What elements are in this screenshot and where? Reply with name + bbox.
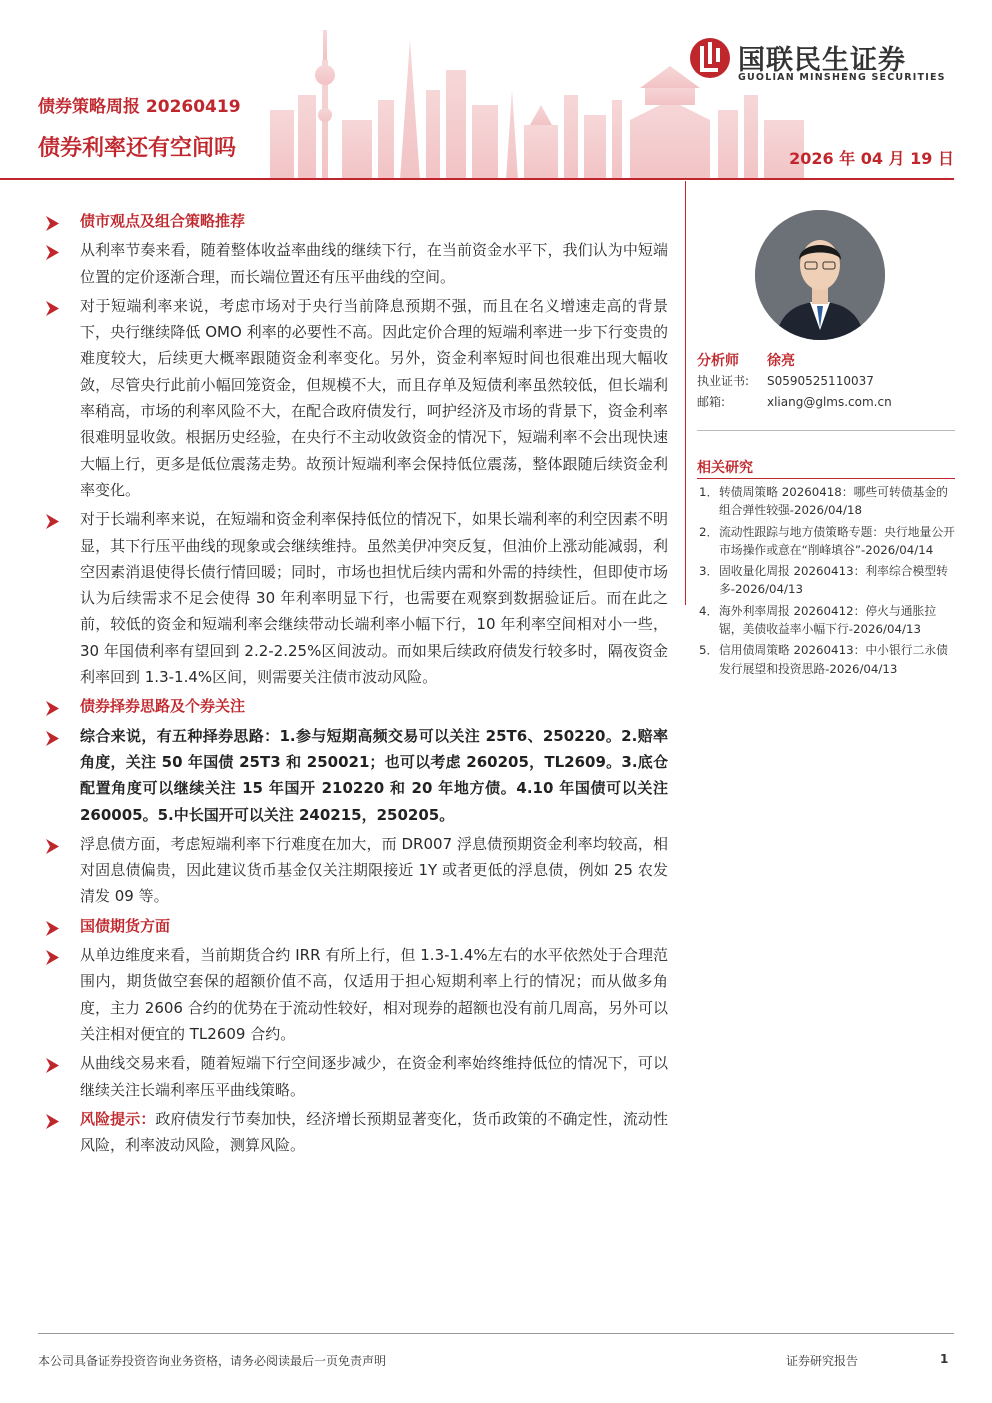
related-research-list [697, 483, 955, 681]
report-main-title: 债券利率还有空间吗 [38, 136, 237, 161]
related-item-title: 固收量化周报 20260413：利率综合模型转多-2026/04/13 [719, 564, 948, 597]
footer-report-type: 证券研究报告 [786, 1354, 859, 1368]
bullet-arrow-icon [46, 213, 59, 228]
bullet-arrow-icon [46, 242, 59, 257]
brand-logo-icon [688, 36, 732, 80]
related-research-item[interactable] [697, 562, 955, 599]
paragraph-text: 从曲线交易来看，随着短端下行空间逐步减少，在资金利率始终维持低位的情况下，可以继续关注长端利率压平曲线策略。 [80, 1054, 668, 1099]
bullet-arrow-icon [46, 836, 59, 851]
paragraph-text: 债券择券思路及个券关注 [80, 697, 246, 716]
related-research-item[interactable] [697, 483, 955, 520]
analyst-cert-row [697, 370, 957, 391]
bullet-arrow-icon [46, 1111, 59, 1126]
related-research-title: 相关研究 [697, 460, 753, 476]
bullet-paragraph [46, 1106, 668, 1159]
paragraph-text: 浮息债方面，考虑短端利率下行难度在加大，而 DR007 浮息债预期资金利率均较高，相对固息债偏贵，因此建议货币基金仅关注期限接近 1Y 或者更低的浮息债，例如 25 农发清发 09 等。 [80, 834, 668, 906]
paragraph-text: 政府债发行节奏加快，经济增长预期显著变化，货币政策的不确定性，流动性风险，利率波动风险，测算风险。 [80, 1109, 668, 1155]
report-date: 2026 年 04 月 19 日 [789, 149, 954, 168]
column-divider [685, 181, 686, 605]
related-research-divider [697, 478, 955, 479]
related-item-number: 4． [699, 603, 719, 618]
bullet-paragraph [46, 293, 668, 503]
risk-label: 风险提示： [80, 1109, 156, 1128]
bullet-arrow-icon [46, 298, 59, 313]
related-research-item[interactable] [697, 641, 955, 678]
analyst-name: 徐亮 [767, 353, 795, 369]
brand-name-en: GUOLIAN MINSHENG SECURITIES [738, 72, 946, 83]
bullet-paragraph [46, 237, 668, 290]
page-number: 1 [940, 1352, 949, 1366]
section-heading [46, 208, 668, 234]
analyst-email[interactable]: xliang@glms.com.cn [767, 394, 892, 409]
paragraph-text: 综合来说，有五种择券思路：1.参与短期高频交易可以关注 25T6、250220。2.赔率角度，关注 50 年国债 25T3 和 250021；也可以考虑 260205，TL2609。3.底仓配置角度可以继续关注 15 年国开 210220 和 20 年地方债。4.10 年国债可以关注 260005。5.中长国开可以关注 240215，250205。 [80, 726, 668, 824]
bullet-arrow-icon [46, 947, 59, 962]
analyst-email-row [697, 391, 957, 412]
analyst-divider [697, 430, 955, 431]
analyst-name-row [697, 350, 957, 370]
paragraph-text: 从利率节奏来看，随着整体收益率曲线的继续下行，在当前资金水平下，我们认为中短端位置的定价逐渐合理，而长端位置还有压平曲线的空间。 [80, 241, 668, 286]
brand-logo [688, 36, 958, 90]
page-header [0, 0, 992, 180]
cert-number: S0590525110037 [767, 373, 874, 388]
bullet-arrow-icon [46, 918, 59, 933]
related-item-number: 1． [699, 485, 719, 499]
related-research-item[interactable] [697, 523, 955, 560]
related-item-number: 2． [699, 524, 719, 539]
related-item-title: 转债周策略 20260418：哪些可转债基金的组合弹性较强-2026/04/18 [719, 485, 948, 518]
brand-name-cn: 国联民生证券 [738, 45, 906, 76]
paragraph-text: 从单边维度来看，当前期货合约 IRR 有所上行，但 1.3-1.4%左右的水平依然处于合理范围内，期货做空套保的超额价值不高，仅适用于担心短期利率上行的情况；而从做多角度，主力 2606 合约的优势在于流动性较好，相对现券的超额也没有前几周高，另外可以关注相对便宜的 TL2609 合约。 [80, 946, 668, 1043]
bullet-arrow-icon [46, 728, 59, 743]
related-item-title: 流动性跟踪与地方债策略专题：央行地量公开市场操作或意在“削峰填谷”-2026/04/14 [719, 524, 955, 557]
bullet-paragraph [46, 1050, 668, 1103]
report-body [46, 208, 668, 1161]
related-item-number: 5． [699, 643, 719, 658]
related-item-number: 3． [699, 564, 719, 579]
paragraph-text: 国债期货方面 [80, 916, 171, 935]
section-heading [46, 693, 668, 719]
paragraph-text: 对于短端利率来说，考虑市场对于央行当前降息预期不强，而且在名义增速走高的背景下，央行继续降低 OMO 利率的必要性不高。因此定价合理的短端利率进一步下行变贵的难度较大，后续更大概率跟随资金利率变化。另外，资金利率短时间也很难出现大幅收敛，尽管央行此前小幅回笼资金，但规模不大，而且存单及短债利率虽然较低，但长端利率稍高，市场的利率风险不大，在配合政府债发行，呵护经济及市场的背景下，资金利率很难明显收敛。根据历史经验，在央行不主动收敛资金的情况下，短端利率不会出现快速大幅上行，更多是低位震荡走势。故预计短端利率会保持低位震荡，整体跟随后续资金利率变化。 [80, 296, 668, 499]
bullet-arrow-icon [46, 1055, 59, 1070]
header-divider [0, 178, 954, 180]
city-skyline-graphic [250, 0, 810, 180]
bullet-paragraph [46, 831, 668, 910]
related-item-title: 海外利率周报 20260412：停火与通胀拉锯，美债收益率小幅下行-2026/04/13 [719, 603, 937, 637]
footer-disclaimer: 本公司具备证券投资咨询业务资格，请务必阅读最后一页免责声明 [38, 1354, 387, 1368]
report-series-title: 债券策略周报 20260419 [38, 97, 241, 117]
bullet-arrow-icon [46, 698, 59, 713]
paragraph-text: 对于长端利率来说，在短端和资金利率保持低位的情况下，如果长端利率的利空因素不明显，其下行压平曲线的现象或会继续维持。虽然美伊冲突反复，但油价上涨动能减弱，利空因素消退使得长债行情回暖；同时，市场也担忧后续内需和外需的持续性，但即使市场认为后续需求不足会使得 30 年利率明显下行，也需要在观察到数据验证后。而在此之前，较低的资金和短端利率会继续带动长端利率小幅下行，10 年利率空间相对小一些，30 年国债利率有望回到 2.2-2.25%区间波动。而如果后续政府债发行较多时，隔夜资金利率回到 1.3-1.4%区间，则需要关注债市波动风险。 [80, 510, 668, 687]
related-item-title: 信用债周策略 20260413：中小银行二永债发行展望和投资思路-2026/04/13 [719, 643, 948, 676]
bullet-arrow-icon [46, 511, 59, 526]
related-research-item[interactable] [697, 602, 955, 639]
footer-divider [38, 1333, 954, 1334]
bullet-paragraph [46, 942, 668, 1047]
email-label: 邮箱: [697, 395, 726, 409]
cert-label: 执业证书: [697, 374, 750, 388]
analyst-role-label: 分析师 [697, 353, 739, 369]
analyst-info [697, 350, 957, 412]
paragraph-text: 债市观点及组合策略推荐 [80, 212, 246, 230]
bullet-paragraph [46, 723, 668, 828]
analyst-photo [755, 210, 885, 340]
bullet-paragraph [46, 506, 668, 690]
section-heading [46, 913, 668, 939]
